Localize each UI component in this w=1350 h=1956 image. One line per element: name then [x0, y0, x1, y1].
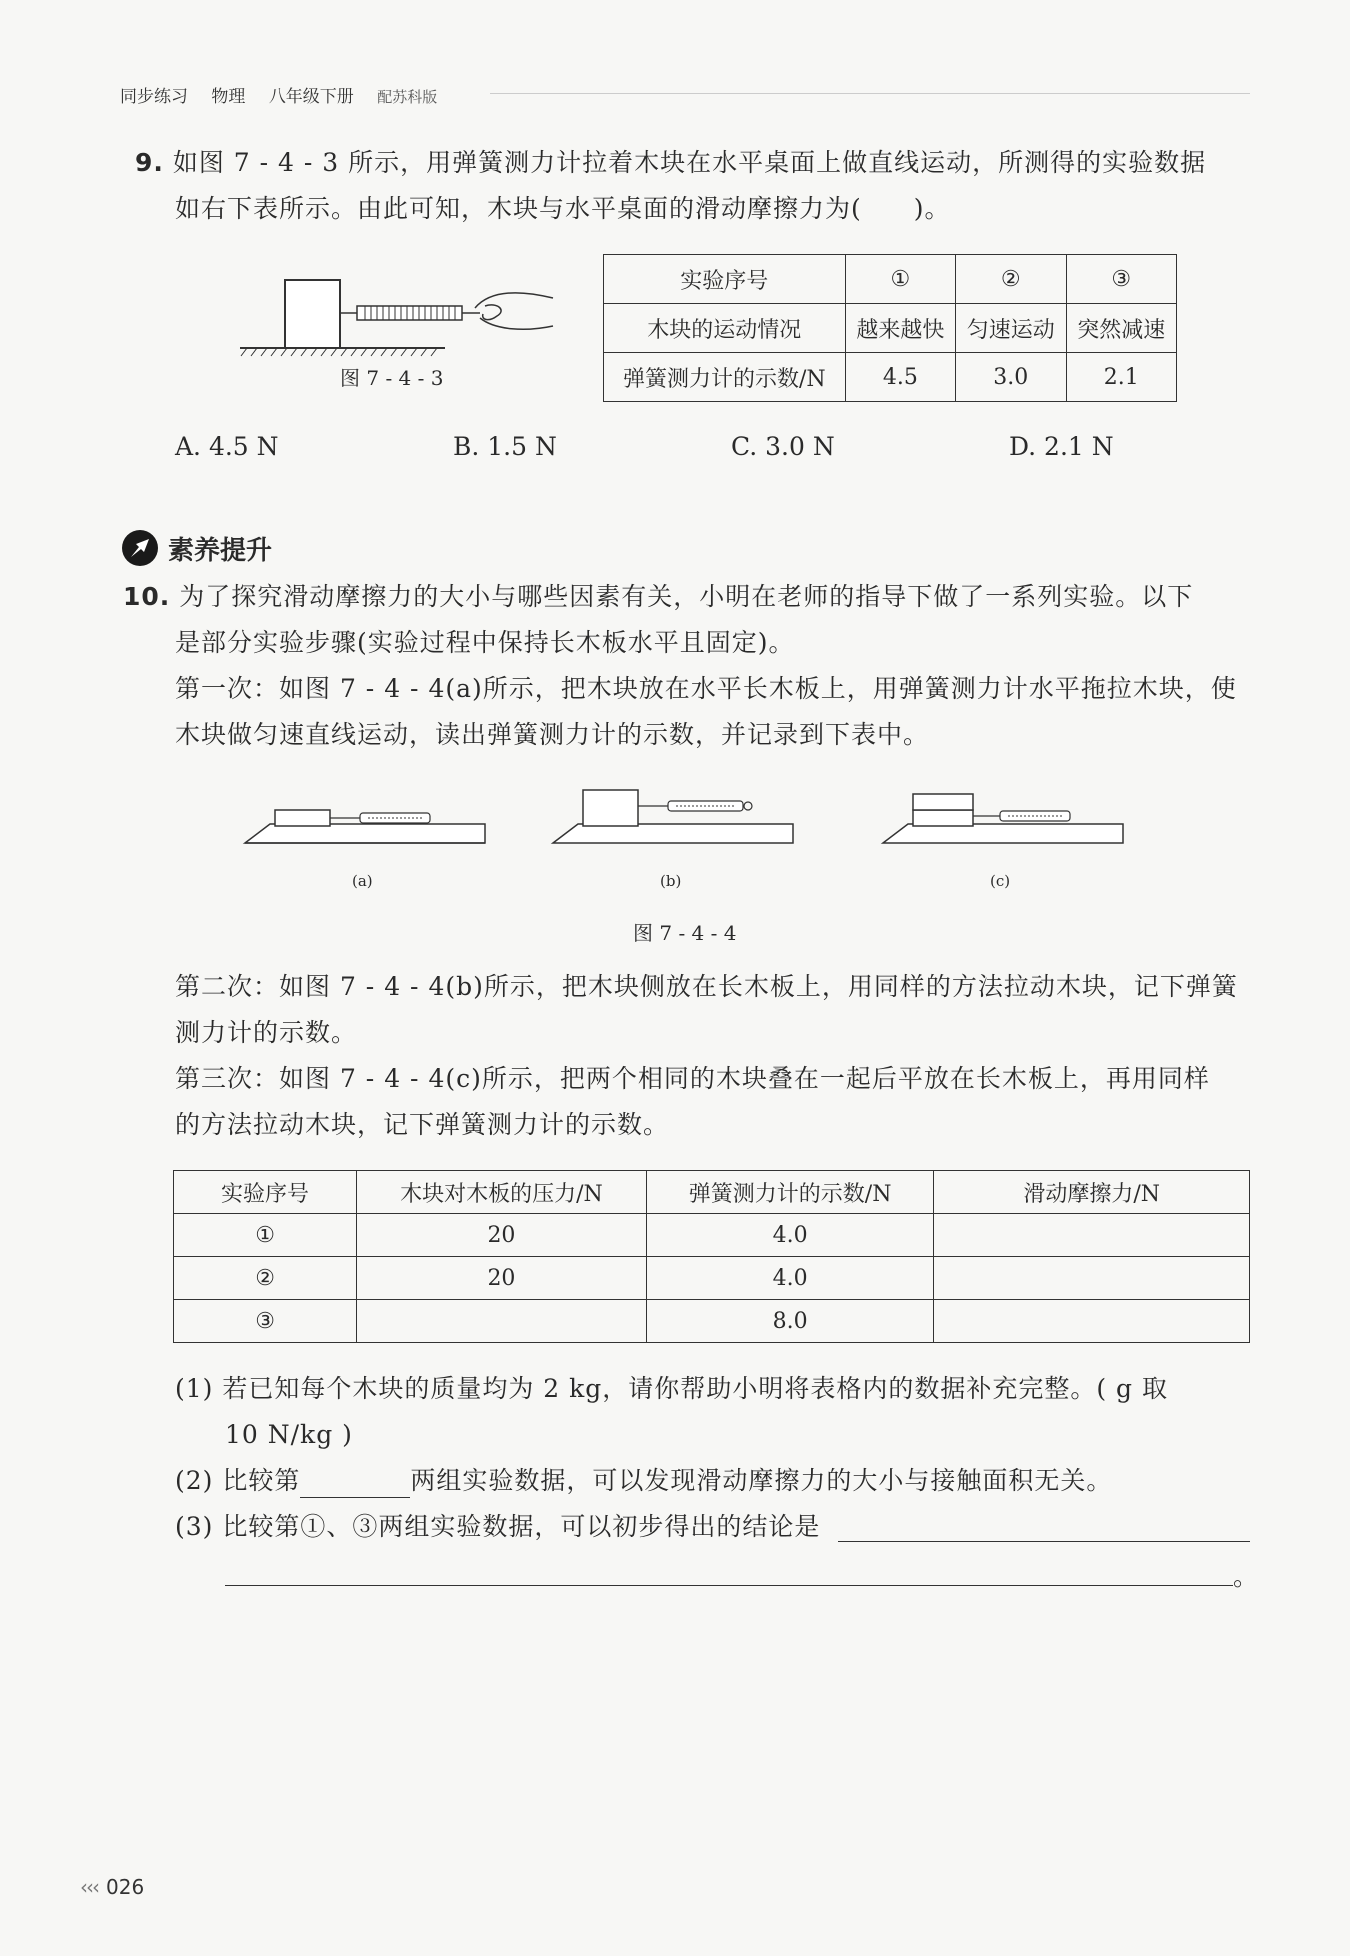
- fig-7-4-4-caption: 图 7 - 4 - 4: [633, 921, 737, 945]
- fig-label-a: (a): [352, 872, 373, 890]
- q9-cell: 4.5: [845, 353, 955, 402]
- q10-step2-b: 测力计的示数。: [175, 1018, 358, 1047]
- q10-sub3-blank-1[interactable]: [838, 1541, 1250, 1542]
- figure-7-4-4c: [878, 782, 1128, 850]
- q9-text-1: 如图 7 - 4 - 3 所示，用弹簧测力计拉着木块在水平桌面上做直线运动，所测得的实验数据: [172, 148, 1207, 177]
- page-number: 026: [106, 1875, 145, 1899]
- q10-table-row: [174, 1300, 1250, 1343]
- header-edition: 配苏科版: [377, 88, 438, 106]
- rocket-icon: [120, 528, 160, 568]
- section-title: 素养提升: [168, 536, 273, 566]
- q10-cell: 20: [357, 1257, 647, 1300]
- header-grade: 八年级下册: [268, 87, 354, 107]
- header-series: 同步练习: [120, 87, 188, 107]
- q9-number: 9.: [135, 148, 164, 177]
- q10-header-cell: 木块对木板的压力/N: [357, 1171, 647, 1214]
- q10-step2-a: 第二次：如图 7 - 4 - 4(b)所示，把木块侧放在长木板上，用同样的方法拉动木块，记下弹簧: [175, 972, 1238, 1001]
- q9-table: [603, 254, 1177, 402]
- header-subject: 物理: [211, 87, 246, 107]
- q10-number: 10.: [123, 582, 171, 611]
- page-header: [120, 82, 1250, 107]
- q10-sub3-blank-2[interactable]: [225, 1585, 1233, 1586]
- q10-answer-cell[interactable]: [934, 1257, 1250, 1300]
- option-c[interactable]: C. 3.0 N: [731, 432, 835, 461]
- q9-cell: 实验序号: [604, 255, 846, 304]
- option-d[interactable]: D. 2.1 N: [1009, 432, 1114, 461]
- q10-sub1-b: 10 N/kg ): [225, 1420, 353, 1449]
- q10-step3-a: 第三次：如图 7 - 4 - 4(c)所示，把两个相同的木块叠在一起后平放在长木板上，再用同样: [175, 1064, 1210, 1093]
- option-b[interactable]: B. 1.5 N: [453, 432, 557, 461]
- q10-cell: ②: [174, 1257, 357, 1300]
- q10-answer-cell[interactable]: [357, 1300, 647, 1343]
- q9-cell: 木块的运动情况: [604, 304, 846, 353]
- q10-header-cell: 实验序号: [174, 1171, 357, 1214]
- q10-sub2-post: 两组实验数据，可以发现滑动摩擦力的大小与接触面积无关。: [410, 1466, 1113, 1495]
- q10-sub2-pre: (2) 比较第: [175, 1466, 301, 1495]
- fig-7-4-3-caption: 图 7 - 4 - 3: [340, 366, 444, 390]
- q10-table-row: [174, 1214, 1250, 1257]
- q10-line1: [123, 580, 1193, 614]
- q10-cell: ③: [174, 1300, 357, 1343]
- q9-cell: 越来越快: [845, 304, 955, 353]
- q10-table-row: [174, 1257, 1250, 1300]
- q9-cell: 弹簧测力计的示数/N: [604, 353, 846, 402]
- q9-cell: ③: [1066, 255, 1176, 304]
- q9-text-2: 如右下表所示。由此可知，木块与水平桌面的滑动摩擦力为( )。: [175, 194, 951, 223]
- figure-7-4-3: [235, 268, 555, 363]
- q10-cell: 8.0: [646, 1300, 934, 1343]
- q10-end-mark: 。: [1233, 1562, 1260, 1591]
- chevrons-left-icon: ‹‹‹: [80, 1875, 98, 1899]
- q10-step1-b: 木块做匀速直线运动，读出弹簧测力计的示数，并记录到下表中。: [175, 720, 930, 749]
- q10-sub1-a: (1) 若已知每个木块的质量均为 2 kg，请你帮助小明将表格内的数据补充完整。( g 取: [175, 1374, 1168, 1403]
- q10-answer-cell[interactable]: [934, 1214, 1250, 1257]
- fig-label-c: (c): [990, 872, 1011, 890]
- q10-table: [173, 1170, 1250, 1343]
- q9-cell: ②: [956, 255, 1066, 304]
- q10-step3-b: 的方法拉动木块，记下弹簧测力计的示数。: [175, 1110, 670, 1139]
- q9-cell: ①: [845, 255, 955, 304]
- q10-step1-a: 第一次：如图 7 - 4 - 4(a)所示，把木块放在水平长木板上，用弹簧测力计水平拖拉木块，使: [175, 674, 1237, 703]
- q10-answer-cell[interactable]: [934, 1300, 1250, 1343]
- option-a[interactable]: A. 4.5 N: [175, 432, 279, 461]
- figure-7-4-4b: [548, 782, 798, 850]
- q9-table-row: [604, 304, 1177, 353]
- header-rule: [490, 93, 1250, 94]
- q9-cell: 突然减速: [1066, 304, 1176, 353]
- page-footer: [80, 1875, 144, 1899]
- q10-cell: 4.0: [646, 1257, 934, 1300]
- q9-table-row: [604, 353, 1177, 402]
- q9-cell: 3.0: [956, 353, 1066, 402]
- q10-table-header: [174, 1171, 1250, 1214]
- q10-cell: ①: [174, 1214, 357, 1257]
- q10-cell: 20: [357, 1214, 647, 1257]
- q10-sub2: [175, 1464, 1112, 1498]
- q10-sub2-blank[interactable]: [300, 1471, 410, 1498]
- q10-intro-1: 为了探究滑动摩擦力的大小与哪些因素有关，小明在老师的指导下做了一系列实验。以下: [179, 582, 1194, 611]
- q9-table-row: [604, 255, 1177, 304]
- fig-label-b: (b): [660, 872, 682, 890]
- q9-cell: 2.1: [1066, 353, 1176, 402]
- q10-cell: 4.0: [646, 1214, 934, 1257]
- q9-line1: [135, 146, 1206, 180]
- figure-7-4-4a: [240, 788, 490, 850]
- q9-cell: 匀速运动: [956, 304, 1066, 353]
- q10-header-cell: 弹簧测力计的示数/N: [646, 1171, 934, 1214]
- q10-intro-2: 是部分实验步骤(实验过程中保持长木板水平且固定)。: [175, 628, 795, 657]
- q10-header-cell: 滑动摩擦力/N: [934, 1171, 1250, 1214]
- q10-sub3: (3) 比较第①、③两组实验数据，可以初步得出的结论是: [175, 1512, 821, 1541]
